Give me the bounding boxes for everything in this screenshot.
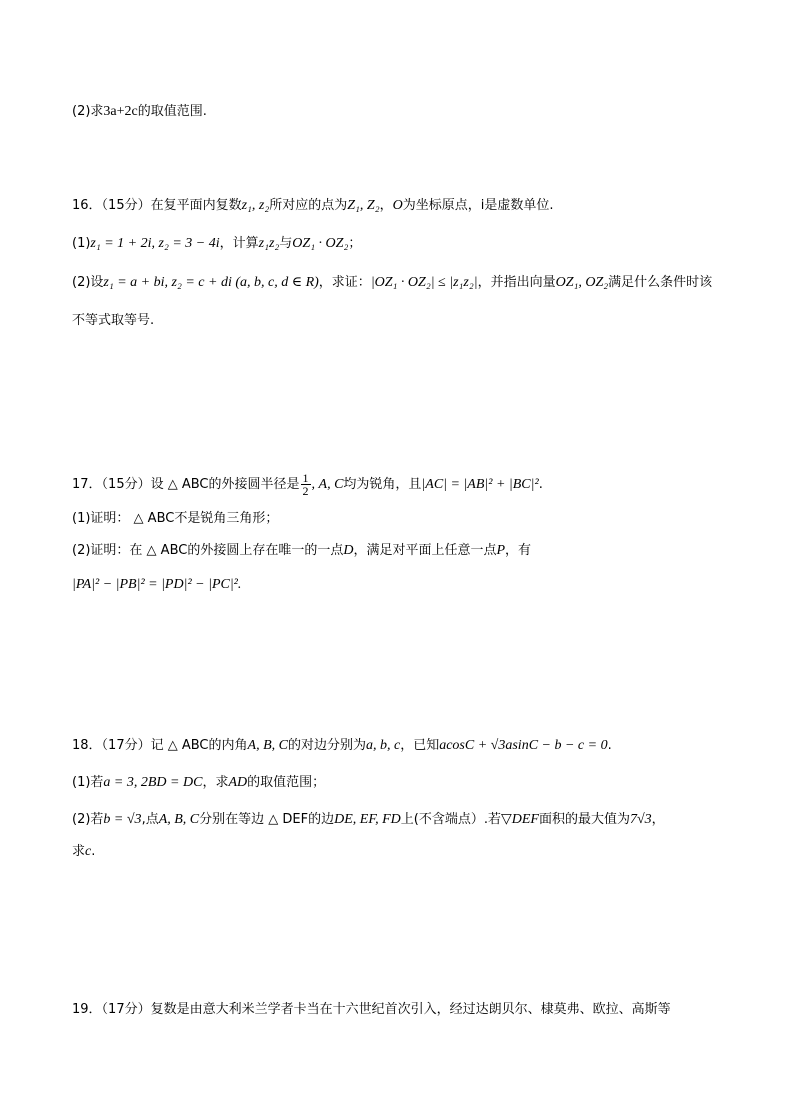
q18-part2: [72, 810, 665, 830]
q16-part1-mid2: 与: [279, 236, 293, 251]
q16-header-text: 16．（15分）在复平面内复数: [72, 198, 242, 213]
q17-part2-line2: [72, 575, 241, 595]
q17-frac-num: 1: [302, 471, 309, 485]
q18-part2-mid4: 面积的最大值为: [538, 812, 630, 827]
q16-part2-math3: OZ₁, OZ₂: [555, 275, 609, 290]
q17-part2: [72, 541, 531, 561]
q18-header: [72, 736, 612, 756]
q18-part2-prefix: (2)若: [72, 812, 104, 827]
q16-part1-math: z₁ = 1 + 2i, z₂ = 3 − 4i: [90, 236, 220, 251]
q16-part1: [72, 234, 361, 254]
q16-part2-mid2: ，并指出向量: [477, 275, 556, 290]
q16-part1-math3: OZ₁ · OZ₂: [292, 236, 349, 251]
q16-part2-prefix: (2)设: [72, 275, 104, 290]
q18-part1-math2: AD: [228, 775, 248, 790]
q18-part2-math2: A, B, C: [158, 812, 200, 827]
q18-part1-tail: 的取值范围；: [247, 775, 326, 790]
q17-part2-mid: ，满足对平面上任意一点: [353, 543, 497, 558]
q17-part1-text: (1)证明： △ ABC不是锐角三角形；: [72, 511, 279, 526]
q16-header-math: z₁, z₂: [241, 198, 270, 213]
q17-part2-tail: ，有: [505, 543, 532, 558]
q17-part2-math: D: [343, 543, 354, 558]
q17-fraction: [301, 472, 311, 497]
q16-part2-tail: 满足什么条件时该: [608, 275, 713, 290]
q15-part2-math: 3a+2c: [103, 104, 138, 119]
q18-header-tail: .: [607, 738, 612, 753]
q18-header-mid2: ，已知: [400, 738, 440, 753]
q18-part2-mid2: 分别在等边 △ DEF的边: [199, 812, 335, 827]
q17-part1: [72, 509, 278, 529]
q17-header-text: 17．（15分）设 △ ABC的外接圆半径是: [72, 477, 300, 492]
q18-part2-line2-math: c: [85, 844, 92, 859]
q16-part1-math2: z₁z₂: [258, 236, 280, 251]
q18-header-text: 18．（17分）记 △ ABC的内角: [72, 738, 248, 753]
q16-header-mid: 所对应的点为: [269, 198, 348, 213]
q19-header: [72, 1000, 671, 1020]
q18-header-mid: 的对边分别为: [287, 738, 366, 753]
q17-part2-math2: P: [496, 543, 506, 558]
q16-part2-mid: ，求证：: [318, 275, 371, 290]
q16-part2-line2: [72, 311, 154, 331]
q17-frac-den: 2: [302, 484, 309, 498]
q16-part1-tail: ；: [348, 236, 362, 251]
q18-header-math: A, B, C: [247, 738, 288, 753]
q16-header-tail: 为坐标原点，i是虚数单位.: [402, 198, 554, 213]
q15-part2: [72, 102, 207, 122]
q16-part2-line2-text: 不等式取等号.: [72, 313, 155, 328]
q18-header-math3: acosC + √3asinC − b − c = 0: [439, 738, 608, 753]
q16-header-math2: Z₁, Z₂: [347, 198, 380, 213]
q16-part2: [72, 273, 712, 293]
q17-part2-prefix: (2)证明：在 △ ABC的外接圆上存在唯一的一点: [72, 543, 344, 558]
q17-header-math: , A, C: [311, 477, 344, 492]
q16-part2-math2: |OZ₁ · OZ₂| ≤ |z₁z₂|: [370, 275, 478, 290]
q16-part1-mid: ，计算: [219, 236, 259, 251]
q18-part1-math: a = 3, 2BD = DC: [103, 775, 203, 790]
q18-part2-line2-prefix: 求: [72, 844, 86, 859]
q18-part2-mid3: 上(不含端点）.若: [400, 812, 501, 827]
q18-part2-line2: [72, 842, 95, 862]
q18-part1-mid: ，求: [202, 775, 229, 790]
q15-part2-prefix: (2)求: [72, 104, 104, 119]
q18-part1-prefix: (1)若: [72, 775, 104, 790]
q18-part2-math: b = √3: [103, 812, 142, 827]
q17-header: [72, 472, 543, 497]
q16-part1-prefix: (1): [72, 236, 91, 251]
q17-header-mid: 均为锐角，且: [343, 477, 422, 492]
q16-header-mid2: ，: [379, 198, 393, 213]
q18-part1: [72, 773, 325, 793]
q18-part2-line2-tail: .: [91, 844, 96, 859]
q17-header-math2: |AC| = |AB|² + |BC|²: [421, 477, 539, 492]
q15-part2-suffix: 的取值范围.: [137, 104, 207, 119]
q18-part2-math5: 7√3: [629, 812, 652, 827]
q18-part2-math4: ▽DEF: [500, 812, 539, 827]
q17-part2-line2-math: |PA|² − |PB|² = |PD|² − |PC|².: [72, 577, 242, 592]
q16-header: [72, 196, 553, 216]
q17-header-tail: .: [538, 477, 543, 492]
q18-part2-mid: ,点: [141, 812, 159, 827]
q16-header-math3: O: [392, 198, 403, 213]
q19-header-text: 19．（17分）复数是由意大利米兰学者卡当在十六世纪首次引入，经过达朗贝尔、棣莫弗、欧拉、高斯等: [72, 1002, 671, 1017]
q18-header-math2: a, b, c: [365, 738, 401, 753]
q18-part2-tail: ，: [651, 812, 665, 827]
q16-part2-math: z₁ = a + bi, z₂ = c + di (a, b, c, d ∈ R): [103, 275, 319, 290]
q18-part2-math3: DE, EF, FD: [334, 812, 401, 827]
